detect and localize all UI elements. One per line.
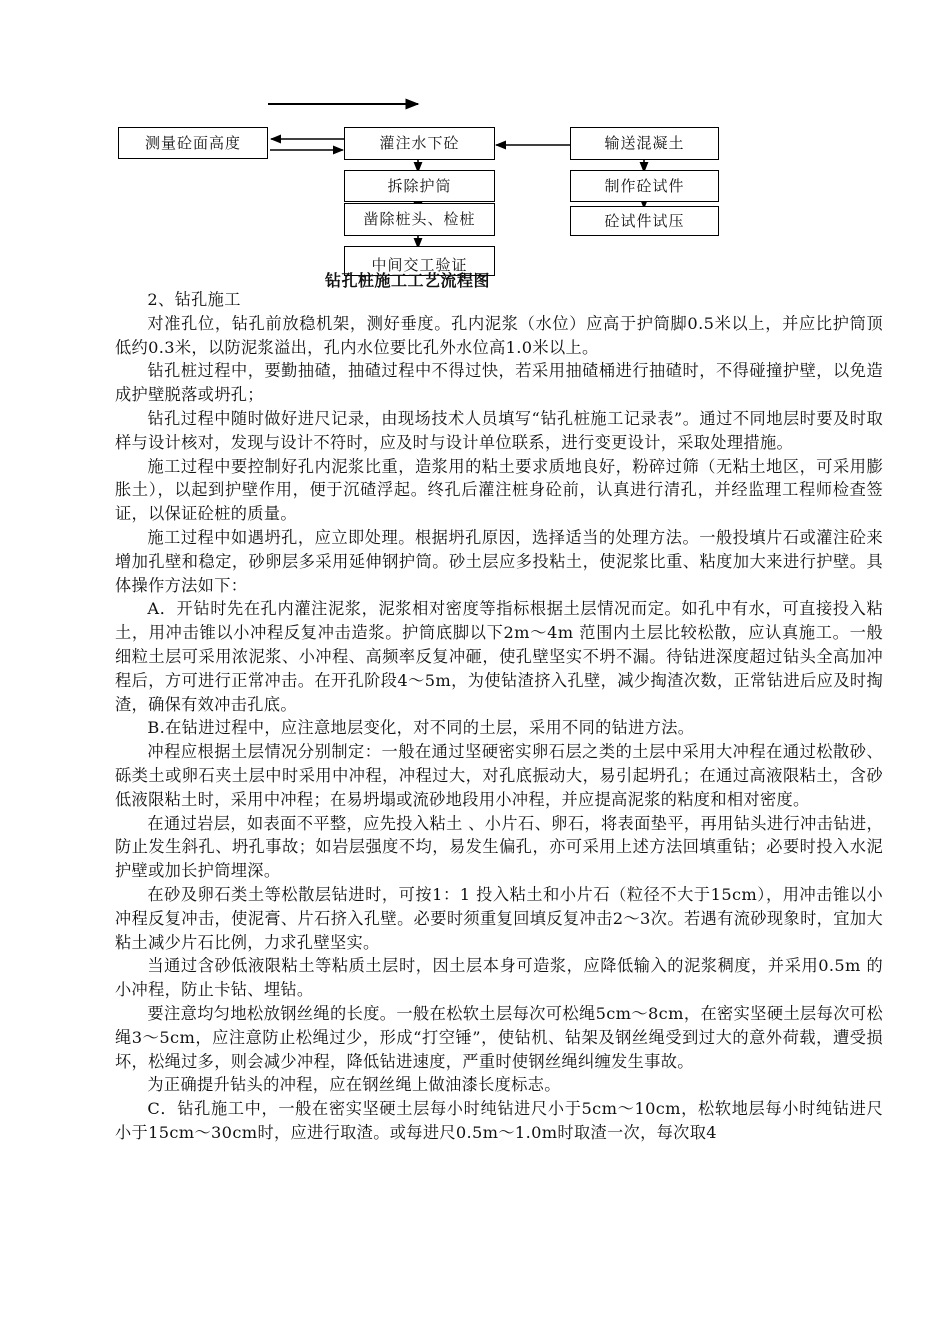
figure-caption: 钻孔桩施工工艺流程图: [325, 271, 491, 290]
paragraph: 钻孔过程中随时做好进尺记录，由现场技术人员填写“钻孔桩施工记录表”。通过不同地层时要及时取样与设计核对，发现与设计不符时，应及时与设计单位联系，进行变更设计，采取处理措施。: [115, 408, 883, 452]
paragraph: 施工过程中要控制好孔内泥浆比重，造浆用的粘土要求质地良好，粉碎过筛（无粘土地区，可采用膨胀土），以起到护壁作用，便于沉碴浮起。终孔后灌注桩身砼前，认真进行清孔，并经监理工程师检查签证，以保证砼桩的质量。: [115, 456, 883, 524]
box-deliver-concrete: 输送混凝土: [570, 127, 719, 160]
paragraph: 要注意均匀地松放钢丝绳的长度。一般在松软土层每次可松绳5cm～8cm，在密实坚硬土层每次可松绳3～5cm，应注意防止松绳过少，形成“打空锤”，使钻机、钻架及钢丝绳受到过大的意外荷载，遭受损坏，松绳过多，则会减少冲程，降低钻进速度，严重时使钢丝绳纠缠发生事故。: [115, 1003, 883, 1071]
paragraph: B.在钻进过程中，应注意地层变化，对不同的土层，采用不同的钻进方法。: [147, 718, 695, 738]
section-heading: 2、钻孔施工: [147, 290, 241, 309]
box-make-specimen: 制作砼试件: [570, 170, 719, 202]
paragraph: A．开钻时先在孔内灌注泥浆，泥浆相对密度等指标根据土层情况而定。如孔中有水，可直接投入粘土，用冲击锥以小冲程反复冲击造浆。护筒底脚以下2m～4m 范围内土层比较松散，应认真施工。一般细粒土层可采用浓泥浆、小冲程、高频率反复冲砸，使孔壁坚实不坍不漏。待钻进深度超过钻头全高加冲程后，方可进行正常冲击。在开孔阶段4～5m，为使钻渣挤入孔壁，减少掏渣次数，正常钻进后应及时掏渣，确保有效冲击孔底。: [115, 599, 883, 714]
box-remove-casing: 拆除护筒: [344, 170, 495, 202]
paragraph: 当通过含砂低液限粘土等粘质土层时，因土层本身可造浆，应降低输入的泥浆稠度，并采用0.5m 的小冲程，防止卡钻、埋钻。: [115, 956, 883, 1000]
paragraph: 为正确提升钻头的冲程，应在钢丝绳上做油漆长度标志。: [147, 1075, 561, 1095]
process-flowchart: [0, 0, 950, 300]
paragraph: 钻孔桩过程中，要勤抽碴，抽碴过程中不得过快，若采用抽碴桶进行抽碴时，不得碰撞护壁，以免造成护壁脱落或坍孔；: [115, 361, 883, 405]
box-pour-concrete: 灌注水下砼: [344, 127, 495, 160]
paragraph: 冲程应根据土层情况分别制定：一般在通过坚硬密实卵石层之类的土层中采用大冲程在通过松散砂、砾类土或卵石夹土层中时采用中冲程，冲程过大，对孔底振动大，易引起坍孔；在通过高液限粘土，含砂低液限粘土时，采用中冲程；在易坍塌或流砂地段用小冲程，并应提高泥浆的粘度和相对密度。: [115, 742, 883, 809]
box-handover: 中间交工验证: [344, 246, 495, 276]
box-chisel-pile-head: 凿除桩头、检桩: [344, 203, 495, 236]
box-test-specimen: 砼试件试压: [570, 206, 719, 236]
paragraph: 在砂及卵石类土等松散层钻进时，可按1：1 投入粘土和小片石（粒径不大于15cm），用冲击锥以小冲程反复冲击，使泥膏、片石挤入孔壁。必要时须重复回填反复冲击2～3次。若遇有流砂现象时，宜加大粘土减少片石比例，力求孔壁坚实。: [115, 884, 883, 952]
document-body: [115, 288, 883, 1145]
paragraph: 在通过岩层，如表面不平整，应先投入粘土 、小片石、卵石，将表面垫平，再用钻头进行冲击钻进，防止发生斜孔、坍孔事故；如岩层强度不均，易发生偏孔，亦可采用上述方法回填重钻；必要时投入水泥护壁或加长护筒埋深。: [115, 813, 883, 881]
paragraph: 施工过程中如遇坍孔，应立即处理。根据坍孔原因，选择适当的处理方法。一般投填片石或灌注砼来增加孔壁和稳定，砂卵层多采用延伸钢护筒。砂土层应多投粘土，使泥浆比重、粘度加大来进行护壁。具体操作方法如下：: [115, 527, 883, 595]
box-measure-height: 测量砼面高度: [118, 127, 268, 159]
paragraph: 对准孔位，钻孔前放稳机架，测好垂度。孔内泥浆（水位）应高于护筒脚0.5米以上，并应比护筒顶低约0.3米，以防泥浆溢出，孔内水位要比孔外水位高1.0米以上。: [115, 313, 883, 357]
paragraph: C．钻孔施工中，一般在密实坚硬土层每小时纯钻进尺小于5cm～10cm，松软地层每小时纯钻进尺小于15cm～30cm时，应进行取渣。或每进尺0.5m～1.0m时取渣一次，每次取4: [115, 1099, 883, 1142]
